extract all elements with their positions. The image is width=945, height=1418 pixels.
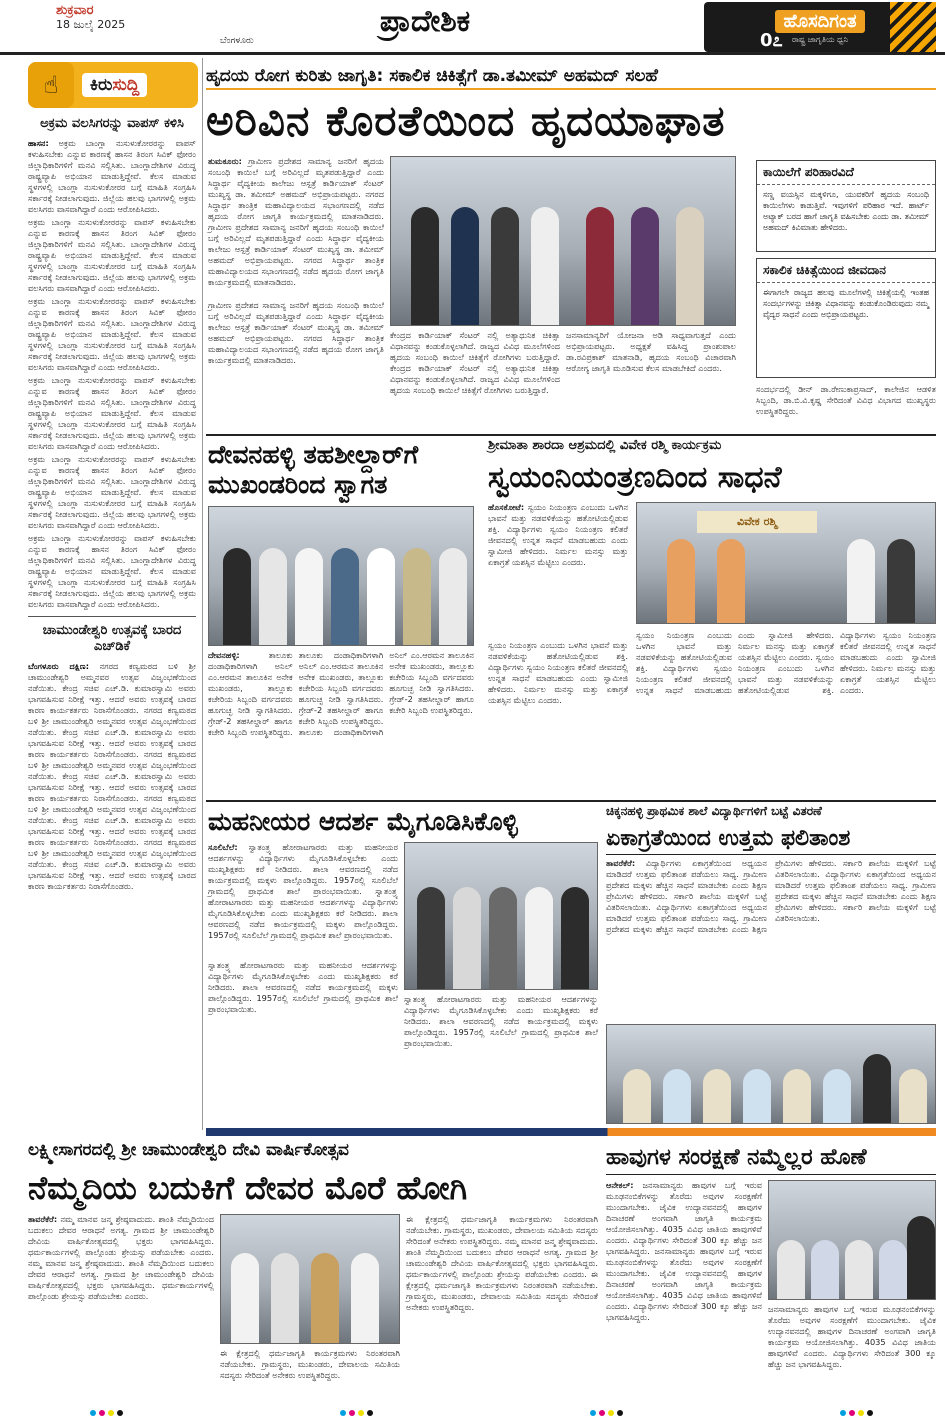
masthead-rule <box>0 52 945 55</box>
lead-sidebox-1 <box>756 160 936 252</box>
lead-kicker: ಹೃದಯ ರೋಗ ಕುರಿತು ಜಾಗೃತಿ: ಸಕಾಲಿಕ ಚಿಕಿತ್ಸೆಗೆ ಡಾ.ತಮೀಮ್ ಅಹಮದ್ ಸಲಹೆ <box>206 66 936 90</box>
lakshmisagara-body-col2: ಈ ಕ್ಷೇತ್ರದಲ್ಲಿ ಧರ್ಮಜಾಗೃತಿ ಕಾರ್ಯಕ್ರಮಗಳು ನಿರಂತರವಾಗಿ ನಡೆಯಬೇಕು. ಗ್ರಾಮಸ್ಥರು, ಮುಖಂಡರು, ದೇವಾಲಯ ಸಮಿತಿಯ ಸದಸ್ಯರು ಸೇರಿದಂತೆ ಅನೇಕರು ಉಪಸ್ಥಿತರಿದ್ದರು. <box>220 1348 400 1380</box>
lakshmisagara-body-col3: ಈ ಕ್ಷೇತ್ರದಲ್ಲಿ ಧರ್ಮಜಾಗೃತಿ ಕಾರ್ಯಕ್ರಮಗಳು ನಿರಂತರವಾಗಿ ನಡೆಯಬೇಕು. ಗ್ರಾಮಸ್ಥರು, ಮುಖಂಡರು, ದೇವಾಲಯ ಸಮಿತಿಯ ಸದಸ್ಯರು ಸೇರಿದಂತೆ ಅನೇಕರು ಉಪಸ್ಥಿತರಿದ್ದರು. ನಮ್ಮ ಮಾನವ ಜನ್ಮ ಶ್ರೇಷ್ಠವಾದುದು. ಶಾಂತಿ ನೆಮ್ಮದಿಯಿಂದ ಬದುಕಲು ದೇವರ ಆರಾಧನೆ ಅಗತ್ಯ. ಗ್ರಾಮದ ಶ್ರೀ ಚಾಮುಂಡೇಶ್ವರಿ ದೇವಿಯ ವಾರ್ಷಿಕೋತ್ಸವದಲ್ಲಿ ಭಕ್ತರು ಭಾಗವಹಿಸಿದ್ದರು. ಧರ್ಮಕಾರ್ಯಗಳಲ್ಲಿ ಪಾಲ್ಗೊಂಡು ಶ್ರೇಯಸ್ಸು ಪಡೆಯಬೇಕು ಎಂದರು. ಈ ಕ್ಷೇತ್ರದಲ್ಲಿ ಧರ್ಮಜಾಗೃತಿ ಕಾರ್ಯಕ್ರಮಗಳು ನಿರಂತರವಾಗಿ ನಡೆಯಬೇಕು. ಗ್ರಾಮಸ್ಥರು, ಮುಖಂಡರು, ದೇವಾಲಯ ಸಮಿತಿಯ ಸದಸ್ಯರು ಸೇರಿದಂತೆ ಅನೇಕರು ಉಪಸ್ಥಿತರಿದ್ದರು. <box>406 1214 598 1312</box>
ashrama-kicker: ಶ್ರೀಮಾತಾ ಶಾರದಾ ಆಶ್ರಮದಲ್ಲಿ ವಿವೇಕ ರಶ್ಮಿ ಕಾರ್ಯಕ್ರಮ <box>488 438 722 453</box>
chikkanahalli-headline: ಏಕಾಗ್ರತೆಯಿಂದ ಉತ್ತಮ ಫಲಿತಾಂಶ <box>606 822 936 855</box>
page-number: 0೭ <box>760 30 783 51</box>
sidebox-title: ಕಾಯಿಲೆಗೆ ಪರಿಹಾರವಿದೆ <box>757 161 935 185</box>
story-headline: ಚಾಮುಂಡೇಶ್ವರಿ ಉತ್ಸವಕ್ಕೆ ಬಾರದ ಎಚ್‌ಡಿಕೆ <box>42 623 182 654</box>
lead-body-col4: ಸಂದರ್ಭದಲ್ಲಿ ಡೀನ್ ಡಾ.ರೇಣುಕಾಪ್ರಸಾದ್, ಕಾಲೇಜಿನ ಆಡಳಿತ ಸಿಬ್ಬಂದಿ, ಡಾ.ಬಿ.ವಿ.ಕೃಷ್ಣ ಸೇರಿದಂತೆ ವಿವಿಧ ವಿಭಾಗದ ಮುಖ್ಯಸ್ಥರು ಉಪಸ್ಥಿತರಿದ್ದರು. <box>756 384 936 416</box>
lead-body-col1: ತುಮಕೂರು: ಗ್ರಾಮೀಣ ಪ್ರದೇಶದ ಸಾಮಾನ್ಯ ಜನರಿಗೆ ಹೃದಯ ಸಂಬಂಧಿ ಕಾಯಿಲೆ ಬಗ್ಗೆ ಅರಿವಿಲ್ಲದೆ ಮೃತಪಡುತ್ತಿದ್ದಾರೆ ಎಂದು ಸಿದ್ಧಾರ್ಥ ವೈದ್ಯಕೀಯ ಕಾಲೇಜು ಆಸ್ಪತ್ರೆ ಕಾರ್ಡಿಯಾಕ್ ಸೆಂಟರ್ ಮುಖ್ಯಸ್ಥ ಡಾ. ತಮೀಮ್ ಅಹಮದ್ ಅಭಿಪ್ರಾಯಪಟ್ಟರು. ನಗರದ ಸಿದ್ಧಾರ್ಥ ತಾಂತ್ರಿಕ ಮಹಾವಿದ್ಯಾಲಯದ ಸಭಾಂಗಣದಲ್ಲಿ ನಡೆದ ಹೃದಯ ರೋಗ ಜಾಗೃತಿ ಕಾರ್ಯಕ್ರಮದಲ್ಲಿ ಮಾತನಾಡಿದರು. ಗ್ರಾಮೀಣ ಪ್ರದೇಶದ ಸಾಮಾನ್ಯ ಜನರಿಗೆ ಹೃದಯ ಸಂಬಂಧಿ ಕಾಯಿಲೆ ಬಗ್ಗೆ ಅರಿವಿಲ್ಲದೆ ಮೃತಪಡುತ್ತಿದ್ದಾರೆ ಎಂದು ಸಿದ್ಧಾರ್ಥ ವೈದ್ಯಕೀಯ ಕಾಲೇಜು ಆಸ್ಪತ್ರೆ ಕಾರ್ಡಿಯಾಕ್ ಸೆಂಟರ್ ಮುಖ್ಯಸ್ಥ ಡಾ. ತಮೀಮ್ ಅಹಮದ್ ಅಭಿಪ್ರಾಯಪಟ್ಟರು. ನಗರದ ಸಿದ್ಧಾರ್ಥ ತಾಂತ್ರಿಕ ಮಹಾವಿದ್ಯಾಲಯದ ಸಭಾಂಗಣದಲ್ಲಿ ನಡೆದ ಹೃದಯ ರೋಗ ಜಾಗೃತಿ ಕಾರ್ಯಕ್ರಮದಲ್ಲಿ ಮಾತನಾಡಿದರು. <box>208 156 384 287</box>
mahaniyara-body-col2: ಸ್ವಾತಂತ್ರ್ಯ ಹೋರಾಟಗಾರರು ಮತ್ತು ಮಹನೀಯರ ಆದರ್ಶಗಳನ್ನು ವಿದ್ಯಾರ್ಥಿಗಳು ಮೈಗೂಡಿಸಿಕೊಳ್ಳಬೇಕು ಎಂದು ಮುಖ್ಯಶಿಕ್ಷಕರು ಕರೆ ನೀಡಿದರು. ಶಾಲಾ ಆವರಣದಲ್ಲಿ ನಡೆದ ಕಾರ್ಯಕ್ರಮದಲ್ಲಿ ಮಕ್ಕಳು ಪಾಲ್ಗೊಂಡಿದ್ದರು. 1957ರಲ್ಲಿ ಸೂಲಿಬೆಲೆ ಗ್ರಾಮದಲ್ಲಿ ಪ್ರಾಥಮಿಕ ಶಾಲೆ ಪ್ರಾರಂಭವಾಯಿತು. <box>404 994 598 1048</box>
registration-marks <box>90 1410 123 1418</box>
hand-pinch-icon: ☝ <box>28 62 74 108</box>
mahaniyara-body-col1: ಸೂಲಿಬೆಲೆ: ಸ್ವಾತಂತ್ರ್ಯ ಹೋರಾಟಗಾರರು ಮತ್ತು ಮಹನೀಯರ ಆದರ್ಶಗಳನ್ನು ವಿದ್ಯಾರ್ಥಿಗಳು ಮೈಗೂಡಿಸಿಕೊಳ್ಳಬೇಕು ಎಂದು ಮುಖ್ಯಶಿಕ್ಷಕರು ಕರೆ ನೀಡಿದರು. ಶಾಲಾ ಆವರಣದಲ್ಲಿ ನಡೆದ ಕಾರ್ಯಕ್ರಮದಲ್ಲಿ ಮಕ್ಕಳು ಪಾಲ್ಗೊಂಡಿದ್ದರು. 1957ರಲ್ಲಿ ಸೂಲಿಬೆಲೆ ಗ್ರಾಮದಲ್ಲಿ ಪ್ರಾಥಮಿಕ ಶಾಲೆ ಪ್ರಾರಂಭವಾಯಿತು. ಸ್ವಾತಂತ್ರ್ಯ ಹೋರಾಟಗಾರರು ಮತ್ತು ಮಹನೀಯರ ಆದರ್ಶಗಳನ್ನು ವಿದ್ಯಾರ್ಥಿಗಳು ಮೈಗೂಡಿಸಿಕೊಳ್ಳಬೇಕು ಎಂದು ಮುಖ್ಯಶಿಕ್ಷಕರು ಕರೆ ನೀಡಿದರು. ಶಾಲಾ ಆವರಣದಲ್ಲಿ ನಡೆದ ಕಾರ್ಯಕ್ರಮದಲ್ಲಿ ಮಕ್ಕಳು ಪಾಲ್ಗೊಂಡಿದ್ದರು. 1957ರಲ್ಲಿ ಸೂಲಿಬೆಲೆ ಗ್ರಾಮದಲ್ಲಿ ಪ್ರಾಥಮಿಕ ಶಾಲೆ ಪ್ರಾರಂಭವಾಯಿತು. <box>208 842 398 940</box>
story-body: ಬೆಂಗಳೂರು ದಕ್ಷಿಣ: ನಗರದ ಕಣ್ವಮಠದ ಬಳಿ ಶ್ರೀ ಚಾಮುಂಡೇಶ್ವರಿ ಅಮ್ಮನವರ ಉತ್ಸವ ವಿಜೃಂಭಣೆಯಿಂದ ನಡೆಯಿತು. ಕೇಂದ್ರ ಸಚಿವ ಎಚ್.ಡಿ. ಕುಮಾರಸ್ವಾಮಿ ಅವರು ಭಾಗವಹಿಸುವ ನಿರೀಕ್ಷೆ ಇತ್ತು. ಆದರೆ ಅವರು ಉತ್ಸವಕ್ಕೆ ಬಾರದ ಕಾರಣ ಕಾರ್ಯಕರ್ತರು ನಿರಾಸೆಗೊಂಡರು. ನಗರದ ಕಣ್ವಮಠದ ಬಳಿ ಶ್ರೀ ಚಾಮುಂಡೇಶ್ವರಿ ಅಮ್ಮನವರ ಉತ್ಸವ ವಿಜೃಂಭಣೆಯಿಂದ ನಡೆಯಿತು. ಕೇಂದ್ರ ಸಚಿವ ಎಚ್.ಡಿ. ಕುಮಾರಸ್ವಾಮಿ ಅವರು ಭಾಗವಹಿಸುವ ನಿರೀಕ್ಷೆ ಇತ್ತು. ಆದರೆ ಅವರು ಉತ್ಸವಕ್ಕೆ ಬಾರದ ಕಾರಣ ಕಾರ್ಯಕರ್ತರು ನಿರಾಸೆಗೊಂಡರು. ನಗರದ ಕಣ್ವಮಠದ ಬಳಿ ಶ್ರೀ ಚಾಮುಂಡೇಶ್ವರಿ ಅಮ್ಮನವರ ಉತ್ಸವ ವಿಜೃಂಭಣೆಯಿಂದ ನಡೆಯಿತು. ಕೇಂದ್ರ ಸಚಿವ ಎಚ್.ಡಿ. ಕುಮಾರಸ್ವಾಮಿ ಅವರು ಭಾಗವಹಿಸುವ ನಿರೀಕ್ಷೆ ಇತ್ತು. ಆದರೆ ಅವರು ಉತ್ಸವಕ್ಕೆ ಬಾರದ ಕಾರಣ ಕಾರ್ಯಕರ್ತರು ನಿರಾಸೆಗೊಂಡರು. ನಗರದ ಕಣ್ವಮಠದ ಬಳಿ ಶ್ರೀ ಚಾಮುಂಡೇಶ್ವರಿ ಅಮ್ಮನವರ ಉತ್ಸವ ವಿಜೃಂಭಣೆಯಿಂದ ನಡೆಯಿತು. ಕೇಂದ್ರ ಸಚಿವ ಎಚ್.ಡಿ. ಕುಮಾರಸ್ವಾಮಿ ಅವರು ಭಾಗವಹಿಸುವ ನಿರೀಕ್ಷೆ ಇತ್ತು. ಆದರೆ ಅವರು ಉತ್ಸವಕ್ಕೆ ಬಾರದ ಕಾರಣ ಕಾರ್ಯಕರ್ತರು ನಿರಾಸೆಗೊಂಡರು. ನಗರದ ಕಣ್ವಮಠದ ಬಳಿ ಶ್ರೀ ಚಾಮುಂಡೇಶ್ವರಿ ಅಮ್ಮನವರ ಉತ್ಸವ ವಿಜೃಂಭಣೆಯಿಂದ ನಡೆಯಿತು. ಕೇಂದ್ರ ಸಚಿವ ಎಚ್.ಡಿ. ಕುಮಾರಸ್ವಾಮಿ ಅವರು ಭಾಗವಹಿಸುವ ನಿರೀಕ್ಷೆ ಇತ್ತು. ಆದರೆ ಅವರು ಉತ್ಸವಕ್ಕೆ ಬಾರದ ಕಾರಣ ಕಾರ್ಯಕರ್ತರು ನಿರಾಸೆಗೊಂಡರು. <box>28 661 197 891</box>
story-body: ಹಾಸನ: ಅಕ್ರಮ ಬಾಂಗ್ಲಾ ನುಸುಳುಕೋರರನ್ನು ವಾಪಸ್ ಕಳುಹಿಸಬೇಕು ಎನ್ನುವ ಕಾರಣಕ್ಕೆ ಹಾಸನ ತಿರಂಗ ಸಿವಿಕ್ ಫೋರಂ ಜಿಲ್ಲಾಧಿಕಾರಿಗಳಿಗೆ ಮನವಿ ಸಲ್ಲಿಸಿತು. ಬಾಂಗ್ಲಾದೇಶಿಗಳ ವಿರುದ್ಧ ರಾಷ್ಟ್ರವ್ಯಾಪಿ ಅಭಿಯಾನ ಮಾಡುತ್ತಿದ್ದೇವೆ. ಕೆಲಸ ಮಾಡುವ ಸ್ಥಳಗಳಲ್ಲಿ ಬಾಂಗ್ಲಾ ನುಸುಳುಕೋರರ ಬಗ್ಗೆ ಮಾಹಿತಿ ಸಂಗ್ರಹಿಸಿ ಸರ್ಕಾರಕ್ಕೆ ನೀಡಲಾಗುವುದು. ಜಿಲ್ಲೆಯ ಹಲವು ಭಾಗಗಳಲ್ಲಿ ಅಕ್ರಮ ವಲಸಿಗರು ವಾಸವಾಗಿದ್ದಾರೆ ಎಂದು ಆರೋಪಿಸಿದರು. ಅಕ್ರಮ ಬಾಂಗ್ಲಾ ನುಸುಳುಕೋರರನ್ನು ವಾಪಸ್ ಕಳುಹಿಸಬೇಕು ಎನ್ನುವ ಕಾರಣಕ್ಕೆ ಹಾಸನ ತಿರಂಗ ಸಿವಿಕ್ ಫೋರಂ ಜಿಲ್ಲಾಧಿಕಾರಿಗಳಿಗೆ ಮನವಿ ಸಲ್ಲಿಸಿತು. ಬಾಂಗ್ಲಾದೇಶಿಗಳ ವಿರುದ್ಧ ರಾಷ್ಟ್ರವ್ಯಾಪಿ ಅಭಿಯಾನ ಮಾಡುತ್ತಿದ್ದೇವೆ. ಕೆಲಸ ಮಾಡುವ ಸ್ಥಳಗಳಲ್ಲಿ ಬಾಂಗ್ಲಾ ನುಸುಳುಕೋರರ ಬಗ್ಗೆ ಮಾಹಿತಿ ಸಂಗ್ರಹಿಸಿ ಸರ್ಕಾರಕ್ಕೆ ನೀಡಲಾಗುವುದು. ಜಿಲ್ಲೆಯ ಹಲವು ಭಾಗಗಳಲ್ಲಿ ಅಕ್ರಮ ವಲಸಿಗರು ವಾಸವಾಗಿದ್ದಾರೆ ಎಂದು ಆರೋಪಿಸಿದರು. ಅಕ್ರಮ ಬಾಂಗ್ಲಾ ನುಸುಳುಕೋರರನ್ನು ವಾಪಸ್ ಕಳುಹಿಸಬೇಕು ಎನ್ನುವ ಕಾರಣಕ್ಕೆ ಹಾಸನ ತಿರಂಗ ಸಿವಿಕ್ ಫೋರಂ ಜಿಲ್ಲಾಧಿಕಾರಿಗಳಿಗೆ ಮನವಿ ಸಲ್ಲಿಸಿತು. ಬಾಂಗ್ಲಾದೇಶಿಗಳ ವಿರುದ್ಧ ರಾಷ್ಟ್ರವ್ಯಾಪಿ ಅಭಿಯಾನ ಮಾಡುತ್ತಿದ್ದೇವೆ. ಕೆಲಸ ಮಾಡುವ ಸ್ಥಳಗಳಲ್ಲಿ ಬಾಂಗ್ಲಾ ನುಸುಳುಕೋರರ ಬಗ್ಗೆ ಮಾಹಿತಿ ಸಂಗ್ರಹಿಸಿ ಸರ್ಕಾರಕ್ಕೆ ನೀಡಲಾಗುವುದು. ಜಿಲ್ಲೆಯ ಹಲವು ಭಾಗಗಳಲ್ಲಿ ಅಕ್ರಮ ವಲಸಿಗರು ವಾಸವಾಗಿದ್ದಾರೆ ಎಂದು ಆರೋಪಿಸಿದರು. ಅಕ್ರಮ ಬಾಂಗ್ಲಾ ನುಸುಳುಕೋರರನ್ನು ವಾಪಸ್ ಕಳುಹಿಸಬೇಕು ಎನ್ನುವ ಕಾರಣಕ್ಕೆ ಹಾಸನ ತಿರಂಗ ಸಿವಿಕ್ ಫೋರಂ ಜಿಲ್ಲಾಧಿಕಾರಿಗಳಿಗೆ ಮನವಿ ಸಲ್ಲಿಸಿತು. ಬಾಂಗ್ಲಾದೇಶಿಗಳ ವಿರುದ್ಧ ರಾಷ್ಟ್ರವ್ಯಾಪಿ ಅಭಿಯಾನ ಮಾಡುತ್ತಿದ್ದೇವೆ. ಕೆಲಸ ಮಾಡುವ ಸ್ಥಳಗಳಲ್ಲಿ ಬಾಂಗ್ಲಾ ನುಸುಳುಕೋರರ ಬಗ್ಗೆ ಮಾಹಿತಿ ಸಂಗ್ರಹಿಸಿ ಸರ್ಕಾರಕ್ಕೆ ನೀಡಲಾಗುವುದು. ಜಿಲ್ಲೆಯ ಹಲವು ಭಾಗಗಳಲ್ಲಿ ಅಕ್ರಮ ವಲಸಿಗರು ವಾಸವಾಗಿದ್ದಾರೆ ಎಂದು ಆರೋಪಿಸಿದರು. ಅಕ್ರಮ ಬಾಂಗ್ಲಾ ನುಸುಳುಕೋರರನ್ನು ವಾಪಸ್ ಕಳುಹಿಸಬೇಕು ಎನ್ನುವ ಕಾರಣಕ್ಕೆ ಹಾಸನ ತಿರಂಗ ಸಿವಿಕ್ ಫೋರಂ ಜಿಲ್ಲಾಧಿಕಾರಿಗಳಿಗೆ ಮನವಿ ಸಲ್ಲಿಸಿತು. ಬಾಂಗ್ಲಾದೇಶಿಗಳ ವಿರುದ್ಧ ರಾಷ್ಟ್ರವ್ಯಾಪಿ ಅಭಿಯಾನ ಮಾಡುತ್ತಿದ್ದೇವೆ. ಕೆಲಸ ಮಾಡುವ ಸ್ಥಳಗಳಲ್ಲಿ ಬಾಂಗ್ಲಾ ನುಸುಳುಕೋರರ ಬಗ್ಗೆ ಮಾಹಿತಿ ಸಂಗ್ರಹಿಸಿ ಸರ್ಕಾರಕ್ಕೆ ನೀಡಲಾಗುವುದು. ಜಿಲ್ಲೆಯ ಹಲವು ಭಾಗಗಳಲ್ಲಿ ಅಕ್ರಮ ವಲಸಿಗರು ವಾಸವಾಗಿದ್ದಾರೆ ಎಂದು ಆರೋಪಿಸಿದರು. ಅಕ್ರಮ ಬಾಂಗ್ಲಾ ನುಸುಳುಕೋರರನ್ನು ವಾಪಸ್ ಕಳುಹಿಸಬೇಕು ಎನ್ನುವ ಕಾರಣಕ್ಕೆ ಹಾಸನ ತಿರಂಗ ಸಿವಿಕ್ ಫೋರಂ ಜಿಲ್ಲಾಧಿಕಾರಿಗಳಿಗೆ ಮನವಿ ಸಲ್ಲಿಸಿತು. ಬಾಂಗ್ಲಾದೇಶಿಗಳ ವಿರುದ್ಧ ರಾಷ್ಟ್ರವ್ಯಾಪಿ ಅಭಿಯಾನ ಮಾಡುತ್ತಿದ್ದೇವೆ. ಕೆಲಸ ಮಾಡುವ ಸ್ಥಳಗಳಲ್ಲಿ ಬಾಂಗ್ಲಾ ನುಸುಳುಕೋರರ ಬಗ್ಗೆ ಮಾಹಿತಿ ಸಂಗ್ರಹಿಸಿ ಸರ್ಕಾರಕ್ಕೆ ನೀಡಲಾಗುವುದು. ಜಿಲ್ಲೆಯ ಹಲವು ಭಾಗಗಳಲ್ಲಿ ಅಕ್ರಮ ವಲಸಿಗರು ವಾಸವಾಗಿದ್ದಾರೆ ಎಂದು ಆರೋಪಿಸಿದರು. <box>28 138 196 609</box>
story-headline: ಅಕ್ರಮ ವಲಸಿಗರನ್ನು ವಾಪಸ್ ಕಳಿಸಿ <box>40 116 184 131</box>
ashrama-headline: ಸ್ವಯಂನಿಯಂತ್ರಣದಿಂದ ಸಾಧನೆ <box>488 460 782 495</box>
chikkanahalli-photo <box>606 1024 936 1124</box>
havugala-photo <box>768 1180 936 1300</box>
mahaniyara-headline: ಮಹನೀಯರ ಆದರ್ಶ ಮೈಗೂಡಿಸಿಕೊಳ್ಳಿ <box>208 807 518 836</box>
sidebox-title: ಸಕಾಲಿಕ ಚಿಕಿತ್ಸೆಯಿಂದ ಜೀವದಾನ <box>757 259 935 283</box>
lead-body-col3: ಜನಸಾಮಾನ್ಯರಿಗೆ ಯೋಜನಾ ಅಡಿ ಸಾಧ್ಯವಾಗುತ್ತದೆ ಎಂದು ಅಭಿಪ್ರಾಯಪಟ್ಟರು. ಅಧ್ಯಕ್ಷತೆ ವಹಿಸಿದ್ದ ಪ್ರಾಂಶುಪಾಲ ಡಾ.ರವಿಪ್ರಕಾಶ್ ಮಾತನಾಡಿ, ಹೃದಯ ಸಂಬಂಧಿ ವಿಚಾರವಾಗಿ ಆರೋಗ್ಯ ಜಾಗೃತಿ ಮೂಡಿಸುವ ಕೆಲಸ ಮಾಡಬೇಕಿದೆ ಎಂದರು. <box>566 330 736 373</box>
left-column <box>28 112 196 892</box>
mahaniyara-body-col1b: ಸ್ವಾತಂತ್ರ್ಯ ಹೋರಾಟಗಾರರು ಮತ್ತು ಮಹನೀಯರ ಆದರ್ಶಗಳನ್ನು ವಿದ್ಯಾರ್ಥಿಗಳು ಮೈಗೂಡಿಸಿಕೊಳ್ಳಬೇಕು ಎಂದು ಮುಖ್ಯಶಿಕ್ಷಕರು ಕರೆ ನೀಡಿದರು. ಶಾಲಾ ಆವರಣದಲ್ಲಿ ನಡೆದ ಕಾರ್ಯಕ್ರಮದಲ್ಲಿ ಮಕ್ಕಳು ಪಾಲ್ಗೊಂಡಿದ್ದರು. 1957ರಲ್ಲಿ ಸೂಲಿಬೆಲೆ ಗ್ರಾಮದಲ್ಲಿ ಪ್ರಾಥಮಿಕ ಶಾಲೆ ಪ್ರಾರಂಭವಾಯಿತು. <box>208 960 398 1014</box>
chikkanahalli-kicker: ಚಿಕ್ಕನಹಳ್ಳಿ ಪ್ರಾಥಮಿಕ ಶಾಲೆ ವಿದ್ಯಾರ್ಥಿಗಳಿಗೆ ಬಟ್ಟೆ ವಿತರಣೆ <box>606 804 822 818</box>
sidebox-text: ಸಣ್ಣ ವಯಸ್ಸಿನ ಮಕ್ಕಳಿಗೂ, ಯುವಕರಿಗೆ ಹೃದಯ ಸಂಬಂಧಿ ಕಾಯಿಲೆಗಳು ಕಾಡುತ್ತಿವೆ. ಇವುಗಳಿಗೆ ಪರಿಹಾರ ಇದೆ. ಹಾರ್ಟ್ ಅಟ್ಯಾಕ್ ಬರದ ಹಾಗೆ ಜಾಗೃತಿ ವಹಿಸಬೇಕು ಎಂದು ಡಾ. ತಮೀಮ್ ಅಹಮದ್ ಕಿವಿಮಾತು ಹೇಳಿದರು. <box>763 190 929 232</box>
lakshmisagara-body-col1: ತಾವರೆಕೆರೆ: ನಮ್ಮ ಮಾನವ ಜನ್ಮ ಶ್ರೇಷ್ಠವಾದುದು. ಶಾಂತಿ ನೆಮ್ಮದಿಯಿಂದ ಬದುಕಲು ದೇವರ ಆರಾಧನೆ ಅಗತ್ಯ. ಗ್ರಾಮದ ಶ್ರೀ ಚಾಮುಂಡೇಶ್ವರಿ ದೇವಿಯ ವಾರ್ಷಿಕೋತ್ಸವದಲ್ಲಿ ಭಕ್ತರು ಭಾಗವಹಿಸಿದ್ದರು. ಧರ್ಮಕಾರ್ಯಗಳಲ್ಲಿ ಪಾಲ್ಗೊಂಡು ಶ್ರೇಯಸ್ಸು ಪಡೆಯಬೇಕು ಎಂದರು. ನಮ್ಮ ಮಾನವ ಜನ್ಮ ಶ್ರೇಷ್ಠವಾದುದು. ಶಾಂತಿ ನೆಮ್ಮದಿಯಿಂದ ಬದುಕಲು ದೇವರ ಆರಾಧನೆ ಅಗತ್ಯ. ಗ್ರಾಮದ ಶ್ರೀ ಚಾಮುಂಡೇಶ್ವರಿ ದೇವಿಯ ವಾರ್ಷಿಕೋತ್ಸವದಲ್ಲಿ ಭಕ್ತರು ಭಾಗವಹಿಸಿದ್ದರು. ಧರ್ಮಕಾರ್ಯಗಳಲ್ಲಿ ಪಾಲ್ಗೊಂಡು ಶ್ರೇಯಸ್ಸು ಪಡೆಯಬೇಕು ಎಂದರು. <box>28 1214 214 1301</box>
masthead-day: ಶುಕ್ರವಾರ <box>56 3 94 18</box>
sidebox-text: ಈಗಾಗಲೇ ರಾಜ್ಯದ ಹಲವು ಮೂಲೆಗಳಲ್ಲಿ ಚಿಕಿತ್ಸೆಯಲ್ಲಿ ಇಂತಹ ಸಂದರ್ಭಗಳನ್ನು ಚಿಕಿತ್ಸಾ ವಿಧಾನವನ್ನು ಕಂಡುಕೊಂಡಿರುವುದು ನಮ್ಮ ವೈದ್ಯರ ಸಾಧನೆ ಎಂದು ಅಭಿಪ್ರಾಯಪಟ್ಟರು. <box>763 288 929 319</box>
kirusuddi-badge <box>28 62 198 108</box>
lead-sidebox-2 <box>756 258 936 378</box>
ashrama-body-col2: ಸ್ವಯಂ ನಿಯಂತ್ರಣ ಎಂಬುದು ಒಳಗಿನ ಭಾವನೆ ಮತ್ತು ನಡವಳಿಕೆಯನ್ನು ಹತೋಟಿಯಲ್ಲಿಡುವ ಶಕ್ತಿ. ವಿದ್ಯಾರ್ಥಿಗಳು ಸ್ವಯಂ ನಿಯಂತ್ರಣ ಕಲಿತರೆ ಜೀವನದಲ್ಲಿ ಉನ್ನತ ಸಾಧನೆ ಮಾಡಬಹುದು ಎಂದು ಸ್ವಾಮೀಜಿ ಹೇಳಿದರು. ನಿರ್ಮಲ ಮನಸ್ಸು ಮತ್ತು ಏಕಾಗ್ರತೆ ಯಶಸ್ಸಿನ ಮೆಟ್ಟಿಲು ಎಂದರು. ಸ್ವಯಂ ನಿಯಂತ್ರಣ ಎಂಬುದು ಒಳಗಿನ ಭಾವನೆ ಮತ್ತು ನಡವಳಿಕೆಯನ್ನು ಹತೋಟಿಯಲ್ಲಿಡುವ ಶಕ್ತಿ. ವಿದ್ಯಾರ್ಥಿಗಳು ಸ್ವಯಂ ನಿಯಂತ್ರಣ ಕಲಿತರೆ ಜೀವನದಲ್ಲಿ ಉನ್ನತ ಸಾಧನೆ ಮಾಡಬಹುದು ಎಂದು ಸ್ವಾಮೀಜಿ ಹೇಳಿದರು. ನಿರ್ಮಲ ಮನಸ್ಸು ಮತ್ತು ಏಕಾಗ್ರತೆ ಯಶಸ್ಸಿನ ಮೆಟ್ಟಿಲು ಎಂದರು. <box>636 630 936 695</box>
section-banner-strip <box>206 1128 936 1136</box>
kirusuddi-label: ಕಿರುಸುದ್ದಿ <box>82 73 147 97</box>
section-title: ಪ್ರಾದೇಶಿಕ <box>379 4 471 39</box>
section-divider <box>206 800 936 802</box>
registration-marks <box>590 1410 623 1418</box>
masthead-date-text: 18 ಜುಲೈ 2025 <box>56 18 126 31</box>
devanahalli-photo <box>208 506 474 646</box>
ashrama-photo <box>636 502 936 624</box>
masthead-city: ಬೆಂಗಳೂರು <box>220 36 254 46</box>
devanahalli-body: ದೇವನಹಳ್ಳಿ: ತಾಲೂಕು ದಂಡಾಧಿಕಾರಿಗಳಾಗಿ ಅನಿಲ್ ಎಂ.ಆರಮನ ತಾಲೂಕಿನ ಅನೇಕ ಮುಖಂಡರು, ತಾಲ್ಲೂಕು ಕಚೇರಿಯ ಸಿಬ್ಬಂದಿ ವರ್ಗದವರು ಹೂಗುಚ್ಛ ನೀಡಿ ಸ್ವಾಗತಿಸಿದರು. ಗ್ರೇಡ್-2 ತಹಸೀಲ್ದಾರ್ ಹಾಗೂ ಕಚೇರಿ ಸಿಬ್ಬಂದಿ ಉಪಸ್ಥಿತರಿದ್ದರು. ತಾಲೂಕು ದಂಡಾಧಿಕಾರಿಗಳಾಗಿ ಅನಿಲ್ ಎಂ.ಆರಮನ ತಾಲೂಕಿನ ಅನೇಕ ಮುಖಂಡರು, ತಾಲ್ಲೂಕು ಕಚೇರಿಯ ಸಿಬ್ಬಂದಿ ವರ್ಗದವರು ಹೂಗುಚ್ಛ ನೀಡಿ ಸ್ವಾಗತಿಸಿದರು. ಗ್ರೇಡ್-2 ತಹಸೀಲ್ದಾರ್ ಹಾಗೂ ಕಚೇರಿ ಸಿಬ್ಬಂದಿ ಉಪಸ್ಥಿತರಿದ್ದರು. ತಾಲೂಕು ದಂಡಾಧಿಕಾರಿಗಳಾಗಿ ಅನಿಲ್ ಎಂ.ಆರಮನ ತಾಲೂಕಿನ ಅನೇಕ ಮುಖಂಡರು, ತಾಲ್ಲೂಕು ಕಚೇರಿಯ ಸಿಬ್ಬಂದಿ ವರ್ಗದವರು ಹೂಗುಚ್ಛ ನೀಡಿ ಸ್ವಾಗತಿಸಿದರು. ಗ್ರೇಡ್-2 ತಹಸೀಲ್ದಾರ್ ಹಾಗೂ ಕಚೇರಿ ಸಿಬ್ಬಂದಿ ಉಪಸ್ಥಿತರಿದ್ದರು. <box>208 650 474 737</box>
lead-body-col1b: ಗ್ರಾಮೀಣ ಪ್ರದೇಶದ ಸಾಮಾನ್ಯ ಜನರಿಗೆ ಹೃದಯ ಸಂಬಂಧಿ ಕಾಯಿಲೆ ಬಗ್ಗೆ ಅರಿವಿಲ್ಲದೆ ಮೃತಪಡುತ್ತಿದ್ದಾರೆ ಎಂದು ಸಿದ್ಧಾರ್ಥ ವೈದ್ಯಕೀಯ ಕಾಲೇಜು ಆಸ್ಪತ್ರೆ ಕಾರ್ಡಿಯಾಕ್ ಸೆಂಟರ್ ಮುಖ್ಯಸ್ಥ ಡಾ. ತಮೀಮ್ ಅಹಮದ್ ಅಭಿಪ್ರಾಯಪಟ್ಟರು. ನಗರದ ಸಿದ್ಧಾರ್ಥ ತಾಂತ್ರಿಕ ಮಹಾವಿದ್ಯಾಲಯದ ಸಭಾಂಗಣದಲ್ಲಿ ನಡೆದ ಹೃದಯ ರೋಗ ಜಾಗೃತಿ ಕಾರ್ಯಕ್ರಮದಲ್ಲಿ ಮಾತನಾಡಿದರು. <box>208 300 384 365</box>
divider <box>28 616 196 617</box>
lead-photo <box>390 156 736 326</box>
lakshmisagara-kicker: ಲಕ್ಷ್ಮೀಸಾಗರದಲ್ಲಿ ಶ್ರೀ ಚಾಮುಂಡೇಶ್ವರಿ ದೇವಿ ವಾರ್ಷಿಕೋತ್ಸವ <box>28 1140 349 1160</box>
chikkanahalli-body: ತಾವರೆಕೆರೆ: ವಿದ್ಯಾರ್ಥಿಗಳು ಏಕಾಗ್ರತೆಯಿಂದ ಅಧ್ಯಯನ ಮಾಡಿದರೆ ಉತ್ತಮ ಫಲಿತಾಂಶ ಪಡೆಯಲು ಸಾಧ್ಯ. ಗ್ರಾಮೀಣ ಪ್ರದೇಶದ ಮಕ್ಕಳು ಹೆಚ್ಚಿನ ಸಾಧನೆ ಮಾಡಬೇಕು ಎಂದು ಶಿಕ್ಷಣ ಪ್ರೇಮಿಗಳು ಹೇಳಿದರು. ಸರ್ಕಾರಿ ಶಾಲೆಯ ಮಕ್ಕಳಿಗೆ ಬಟ್ಟೆ ವಿತರಿಸಲಾಯಿತು. ವಿದ್ಯಾರ್ಥಿಗಳು ಏಕಾಗ್ರತೆಯಿಂದ ಅಧ್ಯಯನ ಮಾಡಿದರೆ ಉತ್ತಮ ಫಲಿತಾಂಶ ಪಡೆಯಲು ಸಾಧ್ಯ. ಗ್ರಾಮೀಣ ಪ್ರದೇಶದ ಮಕ್ಕಳು ಹೆಚ್ಚಿನ ಸಾಧನೆ ಮಾಡಬೇಕು ಎಂದು ಶಿಕ್ಷಣ ಪ್ರೇಮಿಗಳು ಹೇಳಿದರು. ಸರ್ಕಾರಿ ಶಾಲೆಯ ಮಕ್ಕಳಿಗೆ ಬಟ್ಟೆ ವಿತರಿಸಲಾಯಿತು. ವಿದ್ಯಾರ್ಥಿಗಳು ಏಕಾಗ್ರತೆಯಿಂದ ಅಧ್ಯಯನ ಮಾಡಿದರೆ ಉತ್ತಮ ಫಲಿತಾಂಶ ಪಡೆಯಲು ಸಾಧ್ಯ. ಗ್ರಾಮೀಣ ಪ್ರದೇಶದ ಮಕ್ಕಳು ಹೆಚ್ಚಿನ ಸಾಧನೆ ಮಾಡಬೇಕು ಎಂದು ಶಿಕ್ಷಣ ಪ್ರೇಮಿಗಳು ಹೇಳಿದರು. ಸರ್ಕಾರಿ ಶಾಲೆಯ ಮಕ್ಕಳಿಗೆ ಬಟ್ಟೆ ವಿತರಿಸಲಾಯಿತು. <box>606 858 936 934</box>
lead-body-col2: ಕೇಂದ್ರದ ಕಾರ್ಡಿಯಾಕ್ ಸೆಂಟರ್ ನಲ್ಲಿ ಅತ್ಯಾಧುನಿಕ ಚಿಕಿತ್ಸಾ ವಿಧಾನವನ್ನು ಕಂಡುಕೊಳ್ಳಲಾಗಿದೆ. ರಾಜ್ಯದ ವಿವಿಧ ಮೂಲೆಗಳಿಂದ ಹೃದಯ ಸಂಬಂಧಿ ಕಾಯಿಲೆ ಚಿಕಿತ್ಸೆಗೆ ರೋಗಿಗಳು ಬರುತ್ತಿದ್ದಾರೆ. ಕೇಂದ್ರದ ಕಾರ್ಡಿಯಾಕ್ ಸೆಂಟರ್ ನಲ್ಲಿ ಅತ್ಯಾಧುನಿಕ ಚಿಕಿತ್ಸಾ ವಿಧಾನವನ್ನು ಕಂಡುಕೊಳ್ಳಲಾಗಿದೆ. ರಾಜ್ಯದ ವಿವಿಧ ಮೂಲೆಗಳಿಂದ ಹೃದಯ ಸಂಬಂಧಿ ಕಾಯಿಲೆ ಚಿಕಿತ್ಸೆಗೆ ರೋಗಿಗಳು ಬರುತ್ತಿದ್ದಾರೆ. <box>390 330 560 395</box>
registration-marks <box>340 1410 373 1418</box>
lead-headline: ಅರಿವಿನ ಕೊರತೆಯಿಂದ ಹೃದಯಾಘಾತ <box>206 96 726 145</box>
havugala-headline: ಹಾವುಗಳ ಸಂರಕ್ಷಣೆ ನಮ್ಮೆಲ್ಲರ ಹೊಣೆ <box>606 1140 936 1175</box>
brand-tagline: ರಾಷ್ಟ್ರ ಜಾಗೃತಿಯ ಧ್ವನಿ <box>791 34 849 44</box>
mahaniyara-photo <box>404 842 598 990</box>
lakshmisagara-headline: ನೆಮ್ಮದಿಯ ಬದುಕಿಗೆ ದೇವರ ಮೊರೆ ಹೋಗಿ <box>28 1169 468 1207</box>
column-rule <box>202 58 203 1130</box>
brand-name: ಹೊಸದಿಗಂತ <box>775 10 864 33</box>
section-divider <box>206 434 936 436</box>
masthead-date <box>56 4 246 44</box>
havugala-body-col2: ಜನಸಾಮಾನ್ಯರು ಹಾವುಗಳ ಬಗ್ಗೆ ಇರುವ ಮೂಢನಂಬಿಕೆಗಳನ್ನು ತೊರೆದು ಅವುಗಳ ಸಂರಕ್ಷಣೆಗೆ ಮುಂದಾಗಬೇಕು. ಜೈವಿಕ ಉದ್ಯಾನವನದಲ್ಲಿ ಹಾವುಗಳ ದಿನಾಚರಣೆ ಅಂಗವಾಗಿ ಜಾಗೃತಿ ಕಾರ್ಯಕ್ರಮ ಆಯೋಜಿಸಲಾಗಿತ್ತು. 4035 ವಿವಿಧ ಜಾತಿಯ ಹಾವುಗಳಿವೆ ಎಂದರು. ವಿದ್ಯಾರ್ಥಿಗಳು ಸೇರಿದಂತೆ 300 ಕ್ಕೂ ಹೆಚ್ಚು ಜನ ಭಾಗವಹಿಸಿದ್ದರು. <box>768 1304 936 1369</box>
devanahalli-headline: ದೇವನಹಳ್ಳಿ ತಹಶೀಲ್ದಾರ್‌ಗೆ ಮುಖಂಡರಿಂದ ಸ್ವಾಗತ <box>208 440 419 499</box>
registration-marks <box>840 1410 873 1418</box>
havugala-body-col1: ಆನೇಕಲ್: ಜನಸಾಮಾನ್ಯರು ಹಾವುಗಳ ಬಗ್ಗೆ ಇರುವ ಮೂಢನಂಬಿಕೆಗಳನ್ನು ತೊರೆದು ಅವುಗಳ ಸಂರಕ್ಷಣೆಗೆ ಮುಂದಾಗಬೇಕು. ಜೈವಿಕ ಉದ್ಯಾನವನದಲ್ಲಿ ಹಾವುಗಳ ದಿನಾಚರಣೆ ಅಂಗವಾಗಿ ಜಾಗೃತಿ ಕಾರ್ಯಕ್ರಮ ಆಯೋಜಿಸಲಾಗಿತ್ತು. 4035 ವಿವಿಧ ಜಾತಿಯ ಹಾವುಗಳಿವೆ ಎಂದರು. ವಿದ್ಯಾರ್ಥಿಗಳು ಸೇರಿದಂತೆ 300 ಕ್ಕೂ ಹೆಚ್ಚು ಜನ ಭಾಗವಹಿಸಿದ್ದರು. ಜನಸಾಮಾನ್ಯರು ಹಾವುಗಳ ಬಗ್ಗೆ ಇರುವ ಮೂಢನಂಬಿಕೆಗಳನ್ನು ತೊರೆದು ಅವುಗಳ ಸಂರಕ್ಷಣೆಗೆ ಮುಂದಾಗಬೇಕು. ಜೈವಿಕ ಉದ್ಯಾನವನದಲ್ಲಿ ಹಾವುಗಳ ದಿನಾಚರಣೆ ಅಂಗವಾಗಿ ಜಾಗೃತಿ ಕಾರ್ಯಕ್ರಮ ಆಯೋಜಿಸಲಾಗಿತ್ತು. 4035 ವಿವಿಧ ಜಾತಿಯ ಹಾವುಗಳಿವೆ ಎಂದರು. ವಿದ್ಯಾರ್ಥಿಗಳು ಸೇರಿದಂತೆ 300 ಕ್ಕೂ ಹೆಚ್ಚು ಜನ ಭಾಗವಹಿಸಿದ್ದರು. <box>606 1180 762 1322</box>
lakshmisagara-photo <box>220 1214 400 1344</box>
ashrama-photo-banner: ವಿವೇಕ ರಶ್ಮಿ <box>697 511 817 533</box>
ashrama-body-col1: ಹೊಸಕೋಟೆ: ಸ್ವಯಂ ನಿಯಂತ್ರಣ ಎಂಬುದು ಒಳಗಿನ ಭಾವನೆ ಮತ್ತು ನಡವಳಿಕೆಯನ್ನು ಹತೋಟಿಯಲ್ಲಿಡುವ ಶಕ್ತಿ. ವಿದ್ಯಾರ್ಥಿಗಳು ಸ್ವಯಂ ನಿಯಂತ್ರಣ ಕಲಿತರೆ ಜೀವನದಲ್ಲಿ ಉನ್ನತ ಸಾಧನೆ ಮಾಡಬಹುದು ಎಂದು ಸ್ವಾಮೀಜಿ ಹೇಳಿದರು. ನಿರ್ಮಲ ಮನಸ್ಸು ಮತ್ತು ಏಕಾಗ್ರತೆ ಯಶಸ್ಸಿನ ಮೆಟ್ಟಿಲು ಎಂದರು. <box>488 502 628 567</box>
ashrama-body-col1b: ಸ್ವಯಂ ನಿಯಂತ್ರಣ ಎಂಬುದು ಒಳಗಿನ ಭಾವನೆ ಮತ್ತು ನಡವಳಿಕೆಯನ್ನು ಹತೋಟಿಯಲ್ಲಿಡುವ ಶಕ್ತಿ. ವಿದ್ಯಾರ್ಥಿಗಳು ಸ್ವಯಂ ನಿಯಂತ್ರಣ ಕಲಿತರೆ ಜೀವನದಲ್ಲಿ ಉನ್ನತ ಸಾಧನೆ ಮಾಡಬಹುದು ಎಂದು ಸ್ವಾಮೀಜಿ ಹೇಳಿದರು. ನಿರ್ಮಲ ಮನಸ್ಸು ಮತ್ತು ಏಕಾಗ್ರತೆ ಯಶಸ್ಸಿನ ಮೆಟ್ಟಿಲು ಎಂದರು. <box>488 640 628 705</box>
brand-stripe-decoration <box>890 2 936 52</box>
